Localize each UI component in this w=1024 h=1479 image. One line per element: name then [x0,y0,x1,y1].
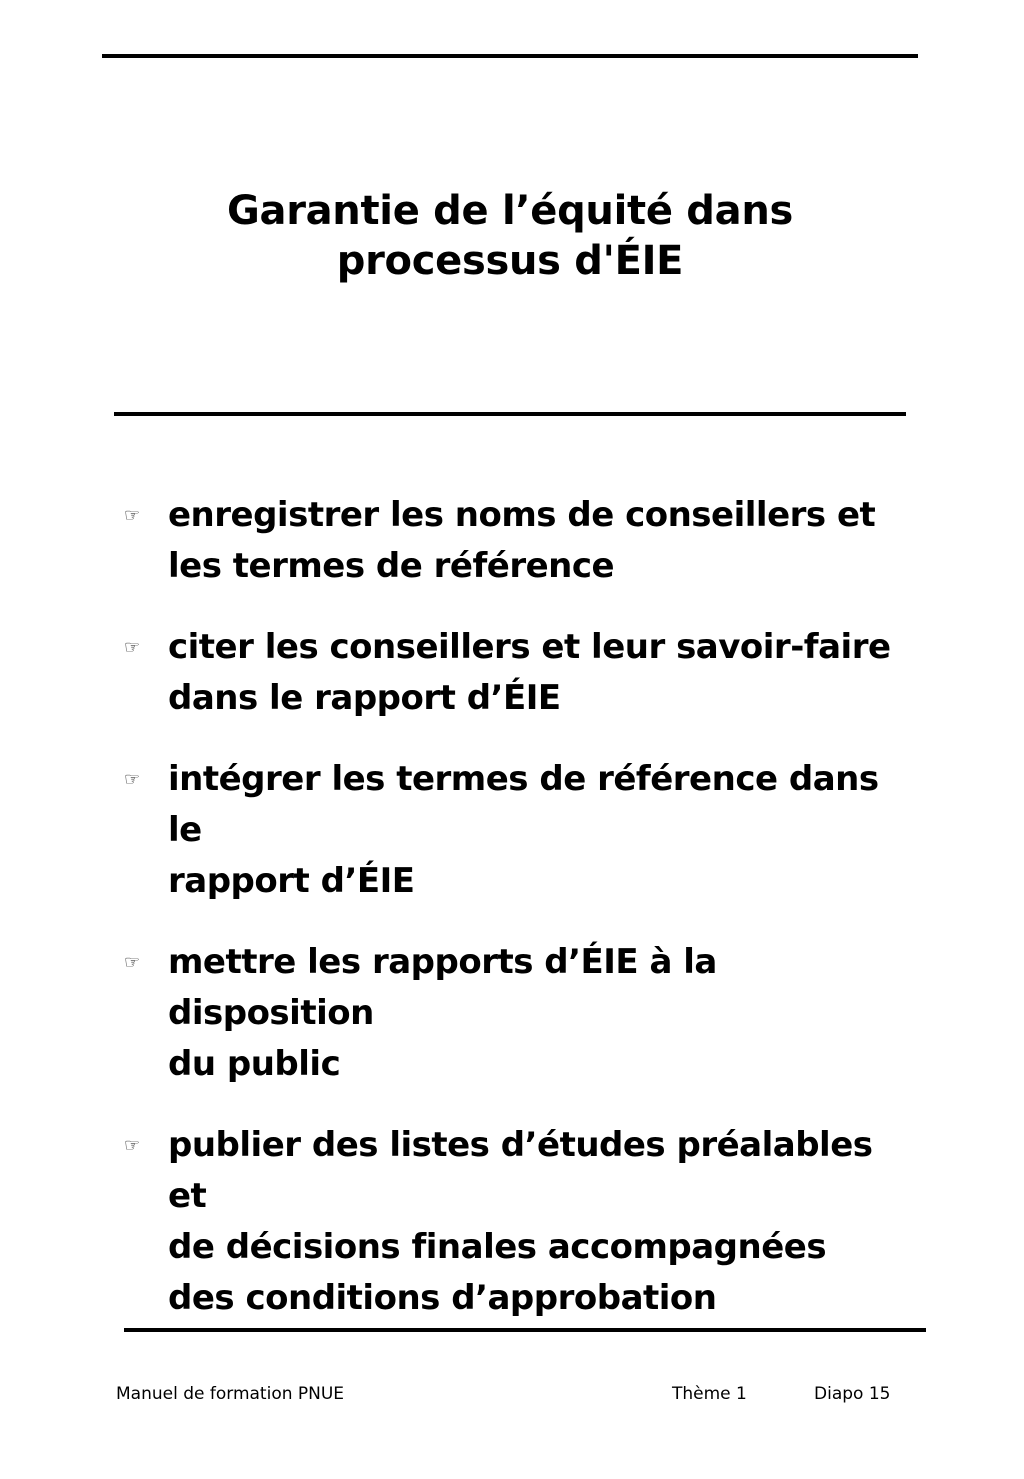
list-item [120,622,920,724]
pointing-hand-icon: ☞ [124,1135,140,1156]
bullet-text-line-2: de décisions finales accompagnées [168,1227,827,1267]
list-item [120,754,920,907]
bullet-text-line-3: des conditions d’approbation [168,1278,717,1318]
bullet-text-line-1: enregistrer les noms de conseillers et [168,495,876,535]
footer-source: Manuel de formation PNUE [116,1384,345,1404]
page-title [100,186,920,286]
bullet-text-line-2: les termes de référence [168,546,615,586]
bullet-text-line-1: publier des listes d’études préalables et [168,1125,873,1216]
footer-slide-number: Diapo 15 [814,1384,891,1404]
bullet-text-line-2: rapport d’ÉIE [168,861,415,901]
bullet-text-line-1: citer les conseillers et leur savoir-faire [168,627,891,667]
bullet-text-line-2: du public [168,1044,341,1084]
bullet-text-line-1: mettre les rapports d’ÉIE à la disposition [168,942,717,1033]
list-item [120,937,920,1090]
pointing-hand-icon: ☞ [124,952,140,973]
footer-theme: Thème 1 [672,1384,747,1404]
top-divider [102,54,918,58]
pointing-hand-icon: ☞ [124,769,140,790]
list-item [120,1120,920,1324]
pointing-hand-icon: ☞ [124,637,140,658]
bullet-list [120,490,920,1354]
title-line-2: processus d'ÉIE [336,238,684,284]
list-item [120,490,920,592]
bullet-text-line-2: dans le rapport d’ÉIE [168,678,561,718]
title-line-1: Garantie de l’équité dans [226,188,794,234]
footer-divider [124,1328,926,1332]
pointing-hand-icon: ☞ [124,505,140,526]
title-divider [114,412,906,416]
bullet-text-line-1: intégrer les termes de référence dans le [168,759,879,850]
